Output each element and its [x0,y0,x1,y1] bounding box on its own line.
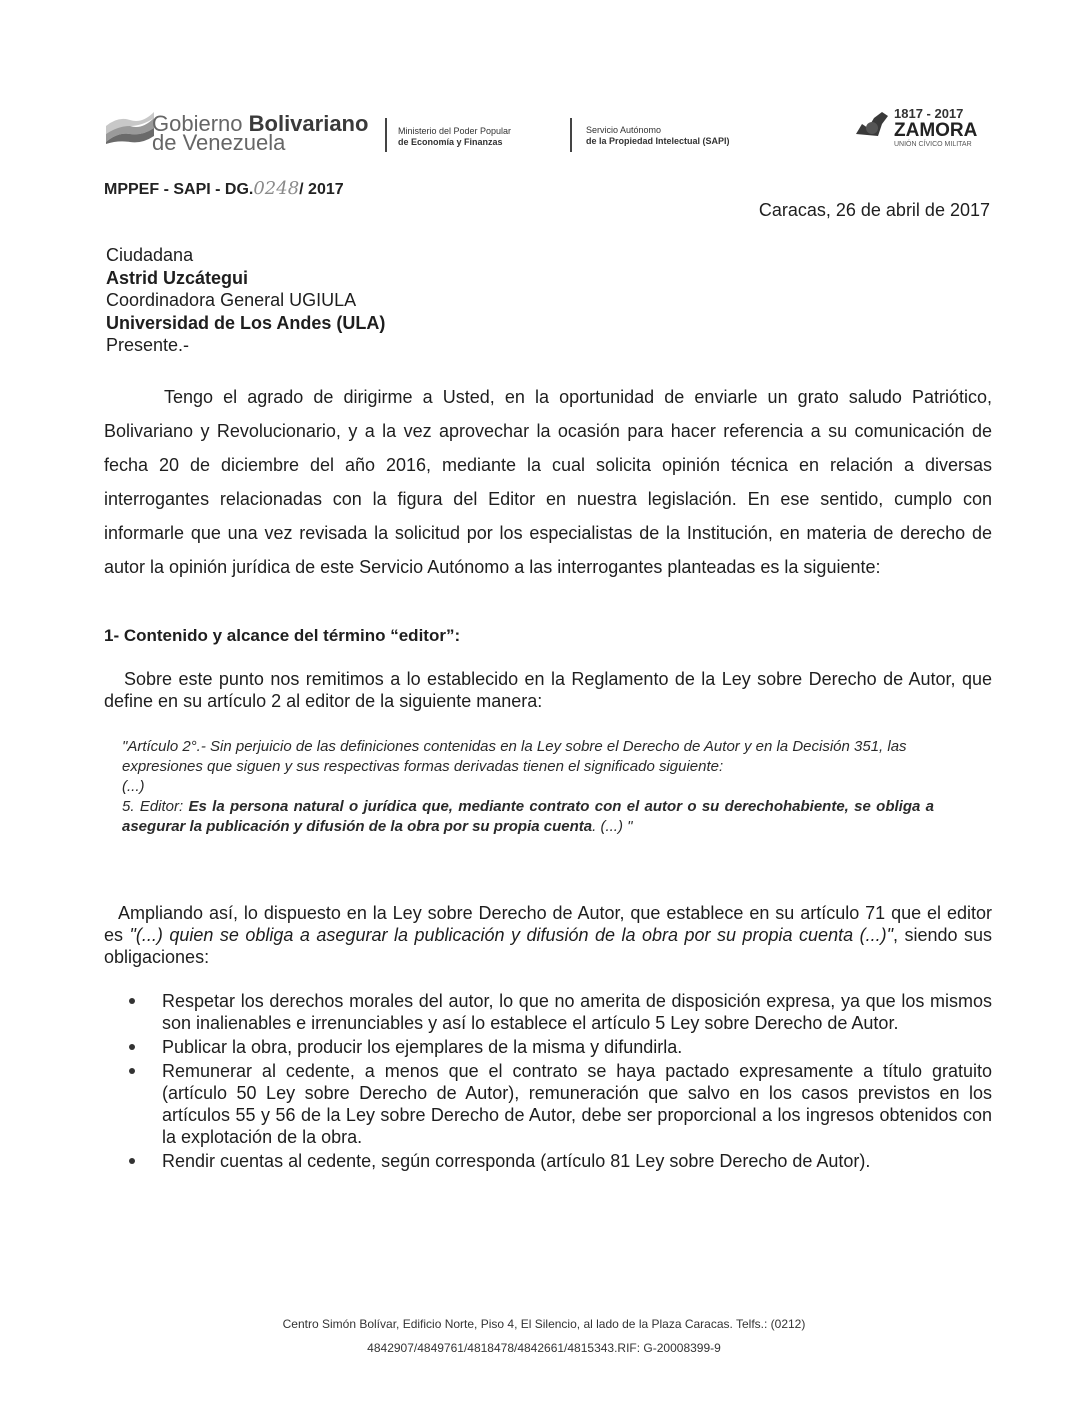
letter-date: Caracas, 26 de abril de 2017 [758,200,990,220]
bullet-icon [126,1064,136,1074]
list-item: Remunerar al cedente, a menos que el contrato se haya pactado expresamente a título gratuito (artículo 50 Ley sobre Derecho de Autor), remuneración que salvo en los casos previstos en los artículos 55 y 56 de la Ley sobre Derecho de Autor, debe ser proporcional a los ingresos obtenidos con la explotación de la obra. [126,1060,992,1148]
bullet-icon [126,994,136,1004]
bullet-icon [126,1154,136,1164]
header-separator [385,118,387,152]
section-paragraph: Sobre este punto nos remitimos a lo establecido en la Reglamento de la Ley sobre Derecho de Autor, que define en su artículo 2 al editor de la siguiente manera: [104,669,992,711]
recipient-name: Astrid Uzcátegui [106,267,249,288]
sapi-label: Servicio Autónomo de la Propiedad Intelectual (SAPI) [586,125,730,146]
obligations-list [126,990,992,1174]
reference-number: MPPEF - SAPI - DG.0248/ 2017 [104,178,344,199]
svg-text:ZAMORA: ZAMORA [894,120,978,141]
header-separator [570,118,572,152]
salutation: Ciudadana [106,245,194,265]
ministerio-label: Ministerio del Poder Popular de Economía y Finanzas [398,126,512,147]
intro-paragraph: Tengo el agrado de dirigirme a Usted, en la oportunidad de enviarle un grato saludo Patriótico, Bolivariano y Revolucionario, y a la vez aprovechar la ocasión para hacer referencia a su comunicación de fecha 20 de diciembre del año 2016, mediante la cual solicita opinión técnica en relación a diversas interrogantes relacionadas con la figura del Editor en nuestra legislación. En ese sentido, cumplo con informarle que una vez revisada la solicitud por los especialistas de la Institución, en materia de derecho de autor la opinión jurídica de este Servicio Autónomo a las interrogantes planteadas es la siguiente: [104,387,992,577]
ampliando-paragraph: Ampliando así, lo dispuesto en la Ley sobre Derecho de Autor, que establece en su artículo 71 que el editor es "(...) quien se obliga a asegurar la publicación y difusión de la obra por su propia cuenta (...)", siendo sus obligaciones: [104,903,992,967]
bullet-icon [126,1040,136,1050]
recipient-block [106,244,385,357]
svg-text:UNIÓN CÍVICO MILITAR: UNIÓN CÍVICO MILITAR [894,141,972,148]
list-item: Publicar la obra, producir los ejemplares de la misma y difundirla. [126,1036,992,1058]
recipient-institution: Universidad de Los Andes (ULA) [106,312,386,333]
presente: Presente.- [106,335,190,355]
legal-quote: "Artículo 2°.- Sin perjuicio de las definiciones contenidas en la Ley sobre el Derecho de Autor y en la Decisión 351, las expresiones que siguen y sus respectivas formas derivadas tienen el significado siguiente: (...) 5. Editor: Es la persona natural o jurídica que, mediante contrato con el autor o su derechohabiente, se obliga a asegurar la publicación y difusión de la obra por su propia cuenta. (...) " [122,738,934,835]
recipient-title: Coordinadora General UGIULA [106,290,357,310]
zamora-logo-icon [852,104,992,150]
list-item: Respetar los derechos morales del autor, lo que no amerita de disposición expresa, ya que los mismos son inalienables e irrenunciables y así lo establece el artículo 5 Ley sobre Derecho de Autor. [126,990,992,1034]
footer-address: Centro Simón Bolívar, Edificio Norte, Piso 4, El Silencio, al lado de la Plaza Caracas. Telfs.: (0212) 4842907/4849761/4818478/4842661/4815343.RIF: G-20008399-9 [282,1317,806,1355]
venezuela-flag-icon [104,112,156,144]
svg-text:1817 - 2017: 1817 - 2017 [894,106,964,121]
handwritten-number: 0248 [253,178,300,199]
gobierno-logotype: Gobierno Bolivariano de Venezuela [152,111,369,155]
list-item: Rendir cuentas al cedente, según corresponda (artículo 81 Ley sobre Derecho de Autor). [126,1150,992,1172]
section-heading: 1- Contenido y alcance del término “editor”: [104,626,461,645]
